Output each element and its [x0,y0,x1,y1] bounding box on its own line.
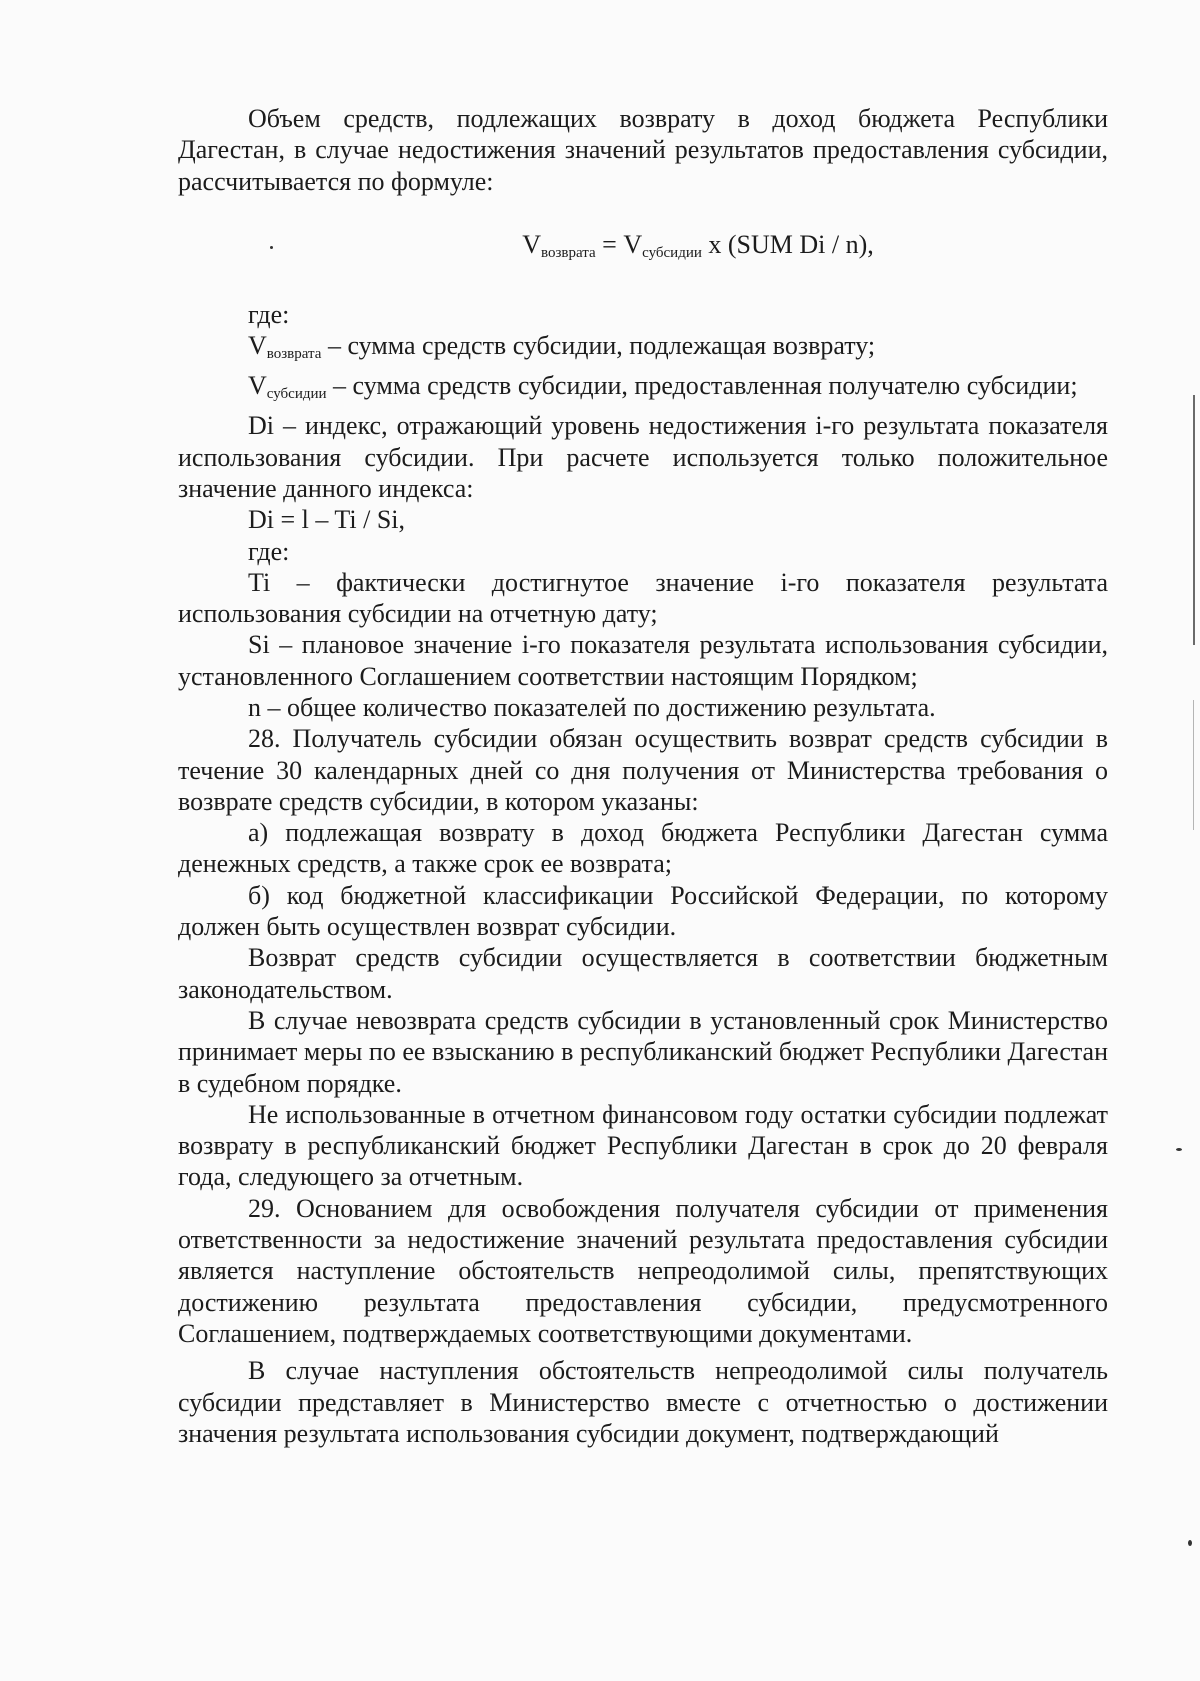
scan-speck [1188,1540,1192,1546]
def-v-subsidy-text: – сумма средств субсидии, предоставленная получателю субсидии; [326,371,1078,401]
where-label-2: где: [248,536,290,566]
definition-v-subsidy [178,370,1108,410]
paragraph-28: 28. Получатель субсидии обязан осуществить возврат средств субсидии в течение 30 календарных дней со дня получения от Министерства требования о возврате средств субсидии, в котором указаны: [178,724,1108,816]
paragraph-unused: Не использованные в отчетном финансовом году остатки субсидии подлежат возврату в республиканский бюджет Республики Дагестан в срок до 20 февраля года, следующего за отчетным. [178,1099,1108,1192]
scan-speck [1176,1148,1182,1151]
paragraph-29: 29. Основанием для освобождения получателя субсидии от применения ответственности за недостижение значений результата предоставления субсидии является наступление обстоятельств непреодолимой силы, препятствующих достижению результата предоставления субсидии, предусмотренного Соглашением, подтверждаемых соответствующими документами. [178,1193,1108,1348]
formula-v-return: V [522,229,541,259]
paragraph-return: Возврат средств субсидии осуществляется в соответствии бюджетным законодательством. [178,943,1108,1004]
scan-edge-line-faint [1193,700,1194,830]
def-v-subsidy-sub: субсидии [266,386,327,403]
formula-equals-v: = V [595,229,643,259]
where-label-1: где: [248,299,290,329]
definition-ti: Ti – фактически достигнутое значение i-го показателя результата использования субсидии на отчетную дату; [178,567,1108,629]
formula-sub-return: возврата [541,244,596,261]
def-v-return-symbol: V [248,331,267,361]
formula-sub-subsidy: субсидии [642,244,702,261]
document-body [178,103,1108,1449]
definition-si: Si – плановое значение i-го показателя результата использования субсидии, установленного Соглашением соответствии настоящим Порядком; [178,630,1108,691]
formula-rest: x (SUM Di / n), [701,229,874,259]
def-v-return-sub: возврата [266,345,322,362]
return-formula [178,229,1108,269]
paragraph-28-b: б) код бюджетной классификации Российской Федерации, по которому должен быть осуществлен возврат субсидии. [178,880,1108,942]
scan-edge-line [1193,395,1195,645]
definition-di: Di – индекс, отражающий уровень недостижения i-го результата показателя использования субсидии. При расчете используется только положительное значение данного индекса: [178,411,1108,503]
paragraph-28-a: а) подлежащая возврату в доход бюджета Республики Дагестан сумма денежных средств, а также срок ее возврата; [178,818,1108,879]
scan-speck [270,246,273,249]
di-formula: Di = l – Ti / Si, [248,505,406,535]
def-v-return-text: – сумма средств субсидии, подлежащая возврату; [321,331,876,361]
paragraph-nonreturn: В случае невозврата средств субсидии в установленный срок Министерство принимает меры по ее взысканию в республиканский бюджет Республики Дагестан в судебном порядке. [178,1005,1108,1098]
def-v-subsidy-symbol: V [248,371,267,401]
paragraph-force-majeure: В случае наступления обстоятельств непреодолимой силы получатель субсидии представляет в Министерство вместе с отчетностью о достижении значения результата использования субсидии документ, подтверждающий [178,1356,1108,1448]
definition-v-return [178,330,1108,370]
intro-paragraph: Объем средств, подлежащих возврату в доход бюджета Республики Дагестан, в случае недостижения значений результатов предоставления субсидии, рассчитывается по формуле: [178,104,1108,196]
definition-n: n – общее количество показателей по достижению результата. [248,693,936,722]
